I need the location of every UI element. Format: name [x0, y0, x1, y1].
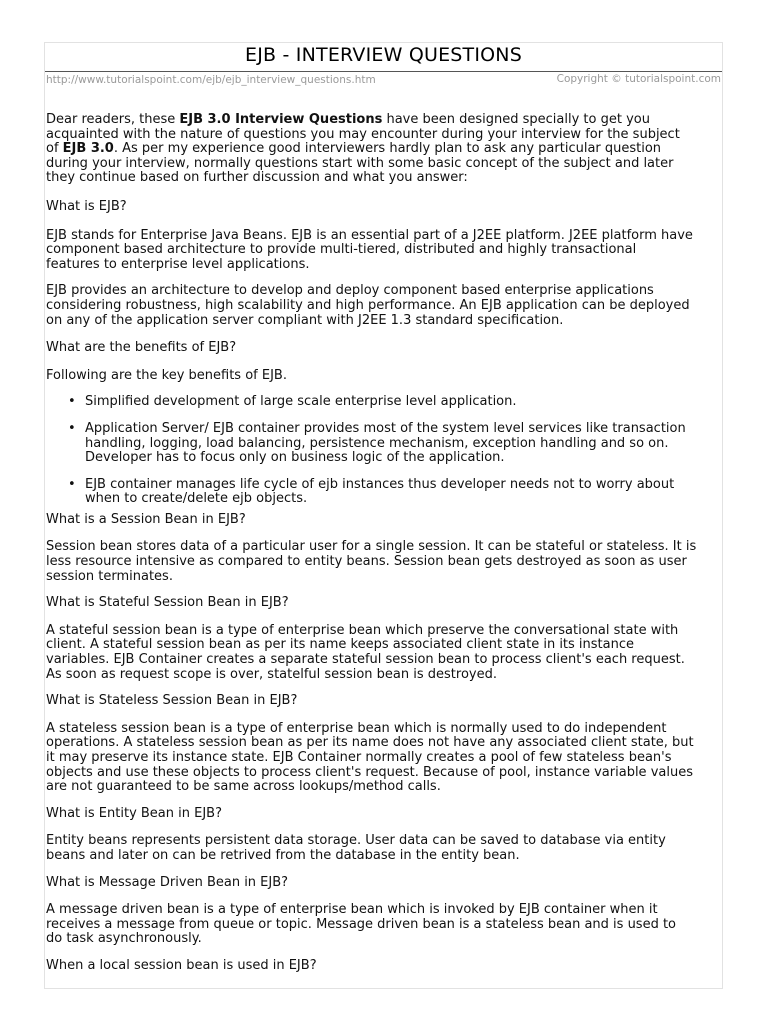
- intro-text-2: have been designed specially to get you acquainted with the nature of questions you may encounter during your interview for the subject of: [46, 112, 680, 157]
- source-url: http://www.tutorialspoint.com/ejb/ejb_interview_questions.htm: [46, 74, 376, 86]
- question-heading: What is Entity Bean in EJB?: [46, 805, 222, 821]
- copyright-notice: Copyright © tutorialspoint.com: [556, 73, 721, 85]
- page-title: EJB - INTERVIEW QUESTIONS: [245, 44, 522, 66]
- list-item: [68, 422, 724, 466]
- list-item-text: EJB container manages life cycle of ejb instances thus developer needs not to worry about when to create/delete ejb objects.: [85, 476, 675, 507]
- question-heading: When a local session bean is used in EJB?: [46, 957, 317, 973]
- answer-paragraph: A stateless session bean is a type of enterprise bean which is normally used to do independent operations. A stateless session bean as per its name does not have any associated client state, but it may preserve its instance state. EJB Container normally creates a pool of few stateless bean's objects and use these objects to process client's request. Because of pool, instance variable values are not guaranteed to be same across lookups/method calls.: [46, 720, 694, 795]
- question-heading: What is Stateless Session Bean in EJB?: [46, 693, 298, 709]
- intro-paragraph: [46, 113, 724, 186]
- intro-text-3: . As per my experience good interviewers hardly plan to ask any particular question during your interview, normally questions start with some basic concept of the subject and later they continue based on further discussion and what you answer:: [46, 141, 674, 186]
- bullet-icon: •: [68, 394, 76, 410]
- question-heading: What is Stateful Session Bean in EJB?: [46, 595, 289, 611]
- answer-paragraph: Entity beans represents persistent data storage. User data can be saved to database via entity beans and later on can be retrived from the database in the entity bean.: [46, 833, 666, 863]
- intro-text-1: Dear readers, these: [46, 112, 180, 127]
- benefits-list: [46, 395, 724, 507]
- bullet-icon: •: [68, 476, 76, 492]
- question-heading: What is EJB?: [46, 198, 127, 214]
- bullet-icon: •: [68, 420, 76, 436]
- list-item: [68, 395, 724, 410]
- intro-bold-version: EJB 3.0: [62, 141, 114, 157]
- list-item-text: Application Server/ EJB container provides most of the system level services like transaction handling, logging, load balancing, persistence mechanism, exception handling and so on. Developer has to focus only on business logic of the application.: [85, 420, 686, 466]
- answer-paragraph: EJB stands for Enterprise Java Beans. EJB is an essential part of a J2EE platform. J2EE platform have component based architecture to provide multi-tiered, distributed and highly transactional features to enterprise level applications.: [46, 227, 693, 272]
- question-heading: What are the benefits of EJB?: [46, 340, 237, 356]
- list-item: [68, 478, 724, 507]
- list-item-text: Simplified development of large scale enterprise level application.: [85, 394, 517, 410]
- question-heading: What is Message Driven Bean in EJB?: [46, 874, 289, 890]
- document-body: [46, 113, 724, 974]
- answer-paragraph: EJB provides an architecture to develop and deploy component based enterprise applications considering robustness, high scalability and high performance. An EJB application can be deployed on any of the application server compliant with J2EE 1.3 standard specification.: [46, 283, 690, 328]
- answer-paragraph: A stateful session bean is a type of enterprise bean which preserve the conversational state with client. A stateful session bean as per its name keeps associated client state in its instance variables. EJB Container creates a separate stateful session bean to process client's each request. As soon as request scope is over, statelful session bean is destroyed.: [46, 622, 685, 682]
- answer-paragraph: Following are the key benefits of EJB.: [46, 367, 287, 383]
- document-page: [44, 42, 723, 989]
- intro-bold-title: EJB 3.0 Interview Questions: [179, 112, 383, 127]
- title-divider: [45, 71, 722, 72]
- answer-paragraph: Session bean stores data of a particular user for a single session. It can be stateful or stateless. It is less resource intensive as compared to entity beans. Session bean gets destroyed as soon as user session terminates.: [46, 539, 697, 584]
- answer-paragraph: A message driven bean is a type of enterprise bean which is invoked by EJB container when it receives a message from queue or topic. Message driven bean is a stateless bean and is used to do task asynchronously.: [46, 902, 677, 947]
- question-heading: What is a Session Bean in EJB?: [46, 511, 246, 527]
